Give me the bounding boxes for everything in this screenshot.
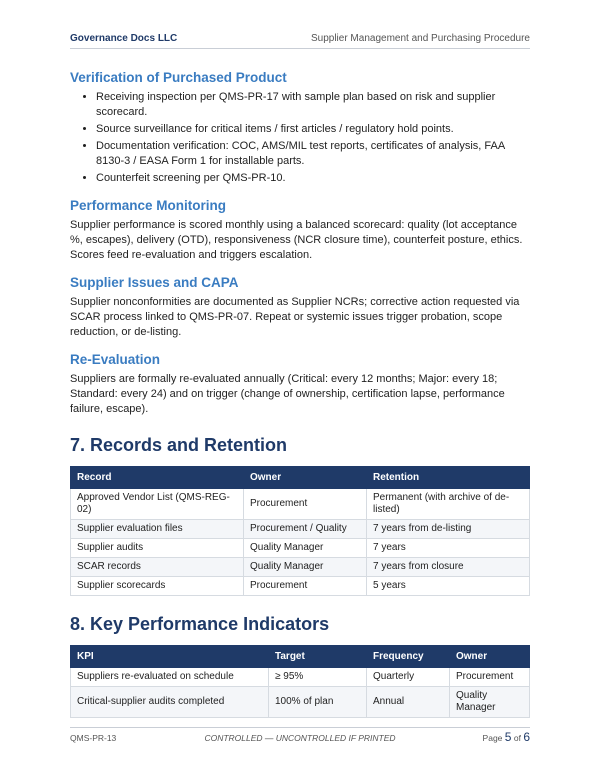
control-status: CONTROLLED — UNCONTROLLED IF PRINTED — [204, 733, 396, 743]
page-current: 5 — [504, 730, 512, 744]
reevaluation-heading: Re-Evaluation — [70, 352, 161, 367]
table-cell: Procurement — [244, 489, 367, 520]
table-row — [71, 577, 530, 596]
document-title: Supplier Management and Purchasing Procedure — [310, 33, 530, 44]
table-row — [71, 558, 530, 577]
issues-text: Supplier nonconformities are documented as Supplier NCRs; corrective action requested via SCAR process linked to QMS-PR-07. Repeat or systemic issues trigger probation, scope reduction, or de-listing. — [70, 296, 520, 338]
table-cell: Suppliers re-evaluated on schedule — [71, 668, 269, 687]
performance-text: Supplier performance is scored monthly using a balanced scorecard: quality (lot acceptance %, escapes), delivery (OTD), responsiveness (NCR closure time), counterfeit posture, ethics. Scores feed re-evaluation and triggers escalation. — [70, 219, 523, 261]
verification-list — [70, 90, 530, 186]
table-cell: SCAR records — [71, 558, 244, 577]
table-cell: Procurement / Quality — [244, 520, 367, 539]
table-cell: 7 years from de-listing — [367, 520, 530, 539]
records-heading: 7. Records and Retention — [70, 435, 288, 455]
page-total: 6 — [523, 730, 530, 744]
table-row — [71, 687, 530, 718]
list-item: • Counterfeit screening per QMS-PR-10. — [96, 171, 530, 186]
column-header: Target — [269, 646, 367, 668]
page-of: of — [513, 733, 521, 743]
performance-heading: Performance Monitoring — [70, 198, 227, 213]
table-cell: Procurement — [450, 668, 530, 687]
table-row — [71, 539, 530, 558]
list-item: • Receiving inspection per QMS-PR-17 with sample plan based on risk and supplier scorecard. — [96, 90, 530, 120]
column-header: KPI — [71, 646, 269, 668]
column-header: Owner — [244, 467, 367, 489]
table-cell: 7 years — [367, 539, 530, 558]
table-row — [71, 489, 530, 520]
table-header-row — [71, 646, 530, 668]
page-prefix: Page — [482, 733, 503, 743]
table-cell: Supplier evaluation files — [71, 520, 244, 539]
table-cell: ≥ 95% — [269, 668, 367, 687]
column-header: Retention — [367, 467, 530, 489]
table-cell: Quality Manager — [244, 539, 367, 558]
table-cell: Permanent (with archive of de-listed) — [367, 489, 530, 520]
table-cell: 100% of plan — [269, 687, 367, 718]
reevaluation-text: Suppliers are formally re-evaluated annually (Critical: every 12 months; Major: every 18; Standard: every 24) and on trigger (change of ownership, certification lapse, performance failure, escape). — [70, 373, 505, 415]
table-cell: Annual — [367, 687, 450, 718]
table-header-row — [71, 467, 530, 489]
table-cell: 7 years from closure — [367, 558, 530, 577]
kpi-heading: 8. Key Performance Indicators — [70, 614, 330, 634]
kpi-table — [70, 645, 530, 718]
records-table — [70, 466, 530, 596]
table-cell: Quality Manager — [450, 687, 530, 718]
column-header: Owner — [450, 646, 530, 668]
table-cell: Supplier scorecards — [71, 577, 244, 596]
table-cell: Quality Manager — [244, 558, 367, 577]
list-item: • Documentation verification: COC, AMS/MIL test reports, certificates of analysis, FAA 8130-3 / EASA Form 1 for installable parts. — [96, 139, 530, 169]
table-row — [71, 668, 530, 687]
list-item: • Source surveillance for critical items / first articles / regulatory hold points. — [96, 122, 530, 137]
table-cell: Procurement — [244, 577, 367, 596]
table-cell: Critical-supplier audits completed — [71, 687, 269, 718]
table-cell: Supplier audits — [71, 539, 244, 558]
verification-heading: Verification of Purchased Product — [70, 70, 287, 85]
table-cell: 5 years — [367, 577, 530, 596]
table-row — [71, 520, 530, 539]
page-footer — [70, 727, 530, 746]
page-number — [483, 730, 530, 744]
document-code: QMS-PR-13 — [70, 733, 117, 743]
page-content — [70, 58, 530, 718]
table-cell: Approved Vendor List (QMS-REG-02) — [71, 489, 244, 520]
issues-heading: Supplier Issues and CAPA — [70, 275, 239, 290]
org-name: Governance Docs LLC — [70, 33, 178, 44]
table-cell: Quarterly — [367, 668, 450, 687]
column-header: Record — [71, 467, 244, 489]
column-header: Frequency — [367, 646, 450, 668]
page-header — [70, 28, 530, 49]
